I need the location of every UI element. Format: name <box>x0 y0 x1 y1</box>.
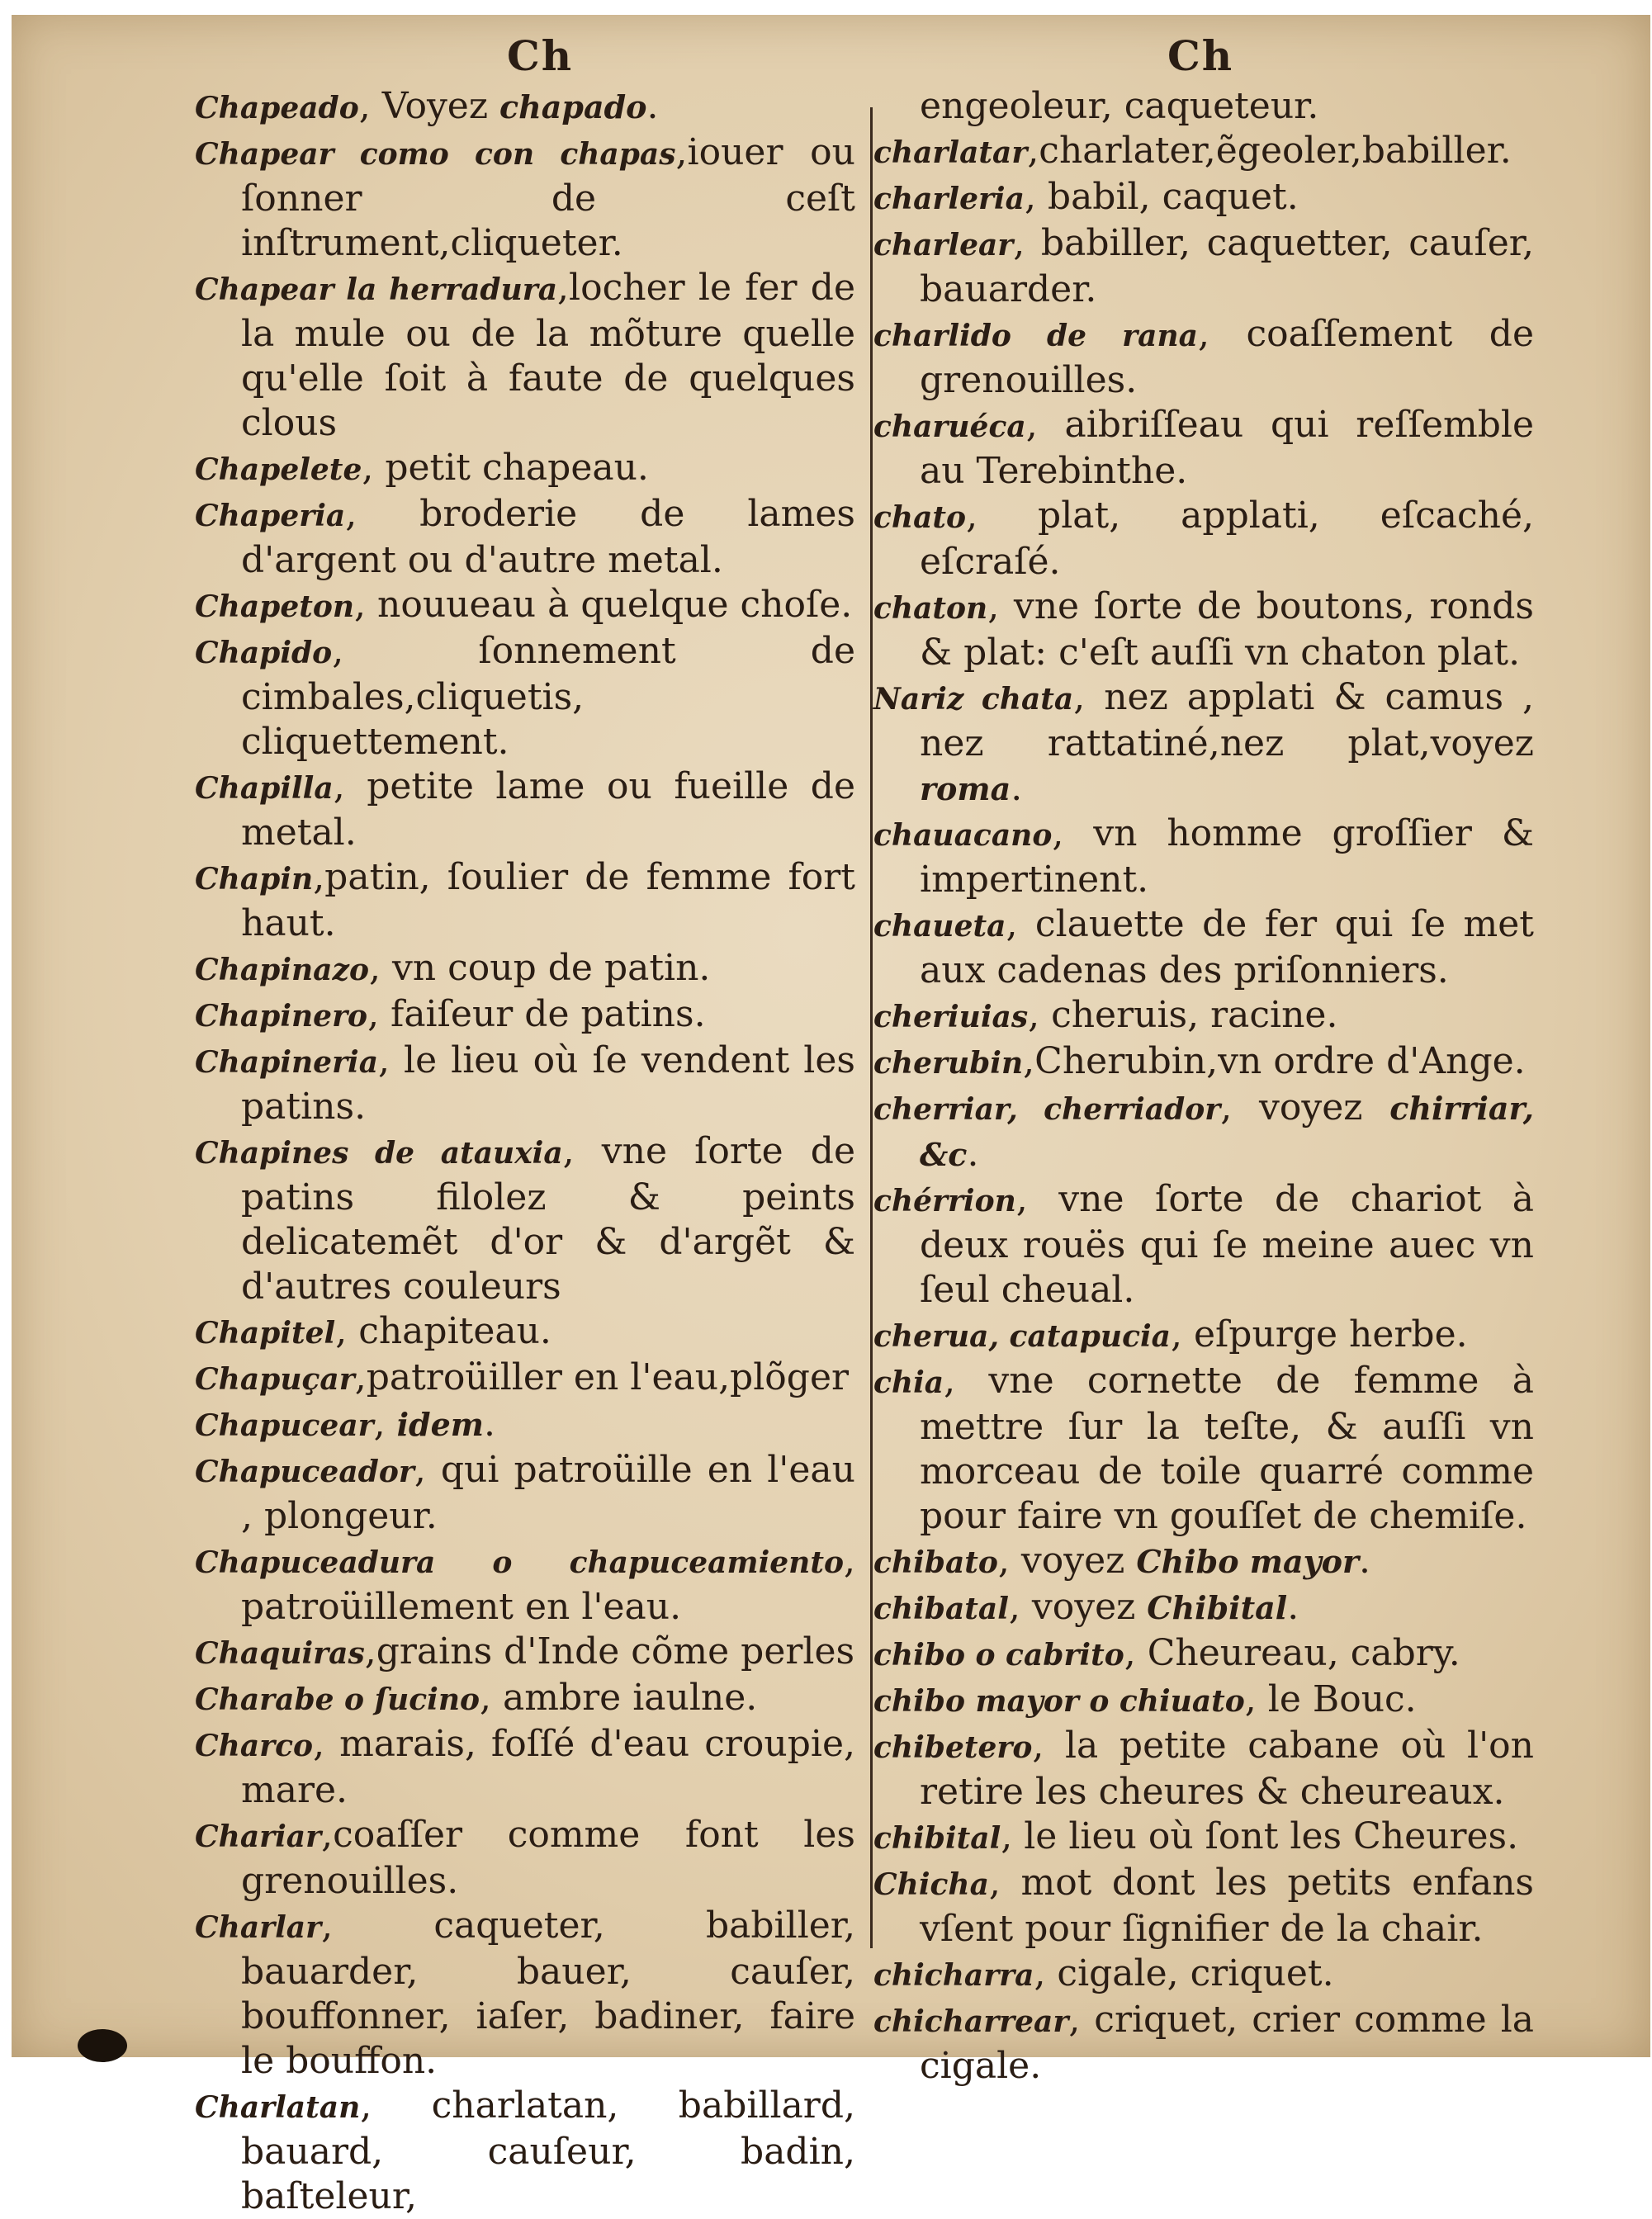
entry-headword: chibo mayor o chiuato <box>873 1684 1245 1719</box>
entry-headword: chibo o cabrito <box>873 1638 1124 1673</box>
entry-definition: , nez applati & camus , nez rattatiné,nez plat,voyez <box>920 676 1534 764</box>
dictionary-entry <box>195 1904 855 2084</box>
entry-headword: Chapitel <box>195 1316 336 1351</box>
left-running-head: Ch <box>507 31 574 80</box>
entry-headword: charlatar <box>873 135 1028 170</box>
dictionary-entry <box>195 583 855 629</box>
right-column <box>873 84 1534 2089</box>
entry-headword: Chapilla <box>195 771 334 806</box>
entry-definition: ,charlater,ẽgeoler,babiller. <box>1027 130 1512 172</box>
dictionary-entry <box>195 764 855 855</box>
entry-headword: cherua, catapucia <box>873 1319 1171 1354</box>
dictionary-entry <box>873 1177 1534 1313</box>
entry-headword: charlido de rana <box>873 319 1198 353</box>
entry-headword: cherubin <box>873 1046 1024 1081</box>
dictionary-entry <box>873 1952 1534 1998</box>
dictionary-entry <box>873 1861 1534 1952</box>
entry-definition: , faiſeur de patins. <box>367 993 706 1035</box>
entry-definition: , vne ſorte de patins filolez & peints delicatemẽt d'or & d'argẽt & d'autres couleurs <box>241 1130 855 1308</box>
entry-headword: Chapinero <box>195 999 368 1034</box>
entry-cross-reference: chapado <box>499 88 647 125</box>
entry-headword: chibato <box>873 1545 998 1580</box>
ink-blot <box>78 2029 127 2062</box>
left-column <box>195 84 855 2219</box>
entry-definition: , qui patroüille en l'eau , plongeur. <box>241 1449 855 1537</box>
dictionary-entry <box>195 266 855 446</box>
entry-definition: , clauette de fer qui ſe met aux cadenas des priſonniers. <box>920 903 1534 991</box>
entry-headword: chato <box>873 500 967 535</box>
entry-definition: , eſpurge herbe. <box>1171 1313 1468 1356</box>
entry-headword: chaueta <box>873 909 1006 944</box>
dictionary-entry <box>195 1676 855 1722</box>
entry-definition: , coaſſement de grenouilles. <box>920 313 1534 401</box>
dictionary-entry <box>873 902 1534 993</box>
entry-cross-reference: idem <box>396 1406 484 1443</box>
entry-cross-reference: Chibo mayor <box>1136 1543 1360 1580</box>
dictionary-entry <box>873 1677 1534 1724</box>
dictionary-entry <box>195 84 855 130</box>
entry-definition: , vne cornette de femme à mettre ſur la teſte, & auſſi vn morceau de toile quarré comme pour faire vn gouſſet de chemiſe. <box>920 1360 1534 1537</box>
entry-definition: , vne ſorte de chariot à deux rouës qui ſe meine auec vn ſeul cheual. <box>920 1178 1534 1311</box>
dictionary-entry <box>873 1039 1534 1086</box>
dictionary-entry <box>195 1722 855 1813</box>
entry-headword: chibatal <box>873 1592 1009 1626</box>
entry-definition: , babiller, caquetter, cauſer, bauarder. <box>920 222 1534 310</box>
entry-punctuation: . <box>1359 1540 1371 1582</box>
entry-definition: , voyez <box>997 1540 1137 1582</box>
entry-definition: , ſonnement de cimbales,cliquetis, cliquettement. <box>241 630 855 763</box>
entry-definition: ,locher le fer de la mule ou de la mõture quelle qu'elle ſoit à faute de quelques clous <box>241 267 855 444</box>
dictionary-entry <box>873 1631 1534 1677</box>
entry-definition: , aibriſſeau qui reſſemble au Terebinthe. <box>920 404 1534 492</box>
dictionary-entry <box>873 993 1534 1039</box>
entry-definition: , mot dont les petits enfans vſent pour ſignifier de la chair. <box>920 1862 1534 1950</box>
dictionary-entry <box>195 130 855 266</box>
entry-definition: , cigale, criquet. <box>1034 1952 1334 1994</box>
dictionary-entry <box>873 1359 1534 1539</box>
entry-definition: , cheruis, racine. <box>1028 994 1338 1036</box>
entry-definition: , caqueter, babiller, bauarder, bauer, cauſer, bouffonner, iaſer, badiner, faire le bouffon. <box>241 1904 855 2082</box>
entry-headword: Charco <box>195 1729 314 1763</box>
entry-headword: charleria <box>873 182 1025 216</box>
entry-headword: chaton <box>873 591 988 626</box>
entry-headword: chia <box>873 1365 944 1400</box>
entry-cross-reference: roma <box>920 770 1011 807</box>
dictionary-entry <box>873 584 1534 675</box>
entry-definition: , voyez <box>1008 1586 1148 1628</box>
entry-headword: Chicha <box>873 1867 989 1902</box>
dictionary-entry <box>195 1448 855 1539</box>
entry-headword: chicharra <box>873 1958 1034 1993</box>
entry-definition: , voyez <box>1220 1086 1390 1128</box>
entry-headword: charuéca <box>873 409 1026 444</box>
dictionary-entry <box>873 1585 1534 1631</box>
entry-punctuation: . <box>967 1133 979 1175</box>
dictionary-entry <box>195 1539 855 1630</box>
entry-definition: , le Bouc. <box>1244 1678 1417 1720</box>
entry-definition: ,grains d'Inde cõme perles <box>364 1630 855 1673</box>
dictionary-entry <box>195 629 855 764</box>
entry-headword: Chapucear <box>195 1408 374 1443</box>
entry-cross-reference: chirriar, &c <box>920 1090 1534 1173</box>
entry-headword: Chapido <box>195 636 333 670</box>
entry-definition: , petite lame ou fueille de metal. <box>241 765 855 854</box>
entry-headword: Chapineria <box>195 1045 379 1080</box>
entry-definition: , le lieu où ſe vendent les patins. <box>241 1039 855 1128</box>
dictionary-entry <box>195 992 855 1039</box>
entry-headword: Chapuceador <box>195 1455 414 1489</box>
entry-punctuation: . <box>484 1403 495 1445</box>
entry-headword: Chapeton <box>195 589 355 624</box>
dictionary-entry <box>195 1402 855 1448</box>
entry-headword: chicharrear <box>873 2004 1069 2039</box>
entry-headword: Chapear la herradura <box>195 272 558 307</box>
entry-definition: , petit chapeau. <box>362 447 649 489</box>
entry-definition: , nouueau à quelque choſe. <box>354 584 853 626</box>
entry-headword: Chapeado <box>195 91 359 125</box>
entry-headword: cheriuias <box>873 1000 1029 1034</box>
entry-definition: , patroüillement en l'eau. <box>241 1540 855 1628</box>
entry-definition: , <box>373 1403 397 1445</box>
dictionary-entry <box>195 446 855 492</box>
dictionary-entry <box>873 811 1534 902</box>
entry-cross-reference: Chibital <box>1147 1589 1288 1626</box>
entry-headword: Chariar <box>195 1819 322 1854</box>
entry-definition: , broderie de lames d'argent ou d'autre metal. <box>241 493 855 581</box>
entry-definition: , Voyez <box>358 85 500 127</box>
continuation-line: engeoleur, caqueteur. <box>920 85 1319 127</box>
dictionary-entry <box>195 1356 855 1402</box>
entry-definition: ,Cherubin,vn ordre d'Ange. <box>1023 1040 1526 1082</box>
dictionary-entry <box>195 1129 855 1309</box>
entry-definition: , plat, applati, eſcaché, eſcraſé. <box>920 494 1534 583</box>
entry-headword: chibetero <box>873 1730 1033 1765</box>
entry-headword: Chapuçar <box>195 1362 355 1397</box>
dictionary-entry <box>873 312 1534 403</box>
dictionary-entry <box>195 1813 855 1904</box>
book-page <box>12 15 1650 2217</box>
entry-definition: , babil, caquet. <box>1024 176 1299 218</box>
entry-definition: , vn homme groſſier & impertinent. <box>920 812 1534 901</box>
dictionary-entry <box>195 1309 855 1356</box>
dictionary-entry <box>873 221 1534 312</box>
entry-headword: Chaquiras <box>195 1636 365 1671</box>
dictionary-entry <box>873 675 1534 811</box>
column-rule <box>870 107 873 1948</box>
dictionary-entry <box>873 1724 1534 1814</box>
entry-punctuation: . <box>1011 767 1023 809</box>
entry-headword: Chapelete <box>195 452 362 487</box>
entry-punctuation: . <box>1287 1586 1299 1628</box>
dictionary-entry <box>873 494 1534 584</box>
entry-headword: chérrion <box>873 1184 1016 1218</box>
dictionary-entry <box>195 2084 855 2219</box>
entry-definition: ,iouer ou ſonner de ceſt inſtrument,cliqueter. <box>241 131 855 264</box>
entry-headword: Chapin <box>195 862 314 897</box>
entry-punctuation: . <box>646 85 659 127</box>
entry-headword: chauacano <box>873 818 1053 853</box>
dictionary-entry <box>873 175 1534 221</box>
entry-definition: , vn coup de patin. <box>368 947 711 989</box>
entry-definition: , ambre iaulne. <box>480 1677 758 1719</box>
dictionary-entry <box>195 946 855 992</box>
right-running-head: Ch <box>1167 31 1234 80</box>
dictionary-entry <box>873 1313 1534 1359</box>
entry-definition: ,coaſſer comme font les grenouilles. <box>241 1814 855 1902</box>
dictionary-entry <box>195 855 855 946</box>
entry-definition: , charlatan, babillard, bauard, cauſeur, badin, baſteleur, <box>241 2084 855 2217</box>
entry-headword: chibital <box>873 1821 1001 1856</box>
dictionary-entry <box>873 1539 1534 1585</box>
entry-definition: , Cheureau, cabry. <box>1124 1632 1460 1674</box>
entry-headword: Chapear como con chapas <box>195 137 676 172</box>
entry-headword: cherriar, cherriador <box>873 1092 1221 1127</box>
entry-headword: charlear <box>873 228 1014 263</box>
entry-headword: Charlatan <box>195 2090 361 2125</box>
entry-definition: ,patroüiller en l'eau,plõger <box>354 1356 850 1398</box>
entry-headword: Charabe o ſucino <box>195 1682 480 1717</box>
entry-definition: , le lieu où ſont les Cheures. <box>1001 1815 1519 1857</box>
dictionary-entry <box>195 1039 855 1129</box>
entry-definition: , vne ſorte de boutons, ronds & plat: c'eſt auſſi vn chaton plat. <box>920 585 1534 674</box>
entry-headword: Chapines de atauxia <box>195 1136 563 1171</box>
dictionary-entry <box>195 1630 855 1676</box>
dictionary-entry <box>873 129 1534 175</box>
dictionary-entry <box>873 1998 1534 2089</box>
entry-definition: , chapiteau. <box>335 1310 551 1352</box>
dictionary-entry <box>873 1086 1534 1177</box>
entry-definition: , la petite cabane où l'on retire les cheures & cheureaux. <box>920 1725 1534 1813</box>
entry-definition: ,patin, ſoulier de femme fort haut. <box>241 856 855 944</box>
entry-headword: Chaperia <box>195 499 346 533</box>
entry-headword: Charlar <box>195 1910 322 1945</box>
dictionary-entry <box>195 492 855 583</box>
entry-definition: , criquet, crier comme la cigale. <box>920 1999 1534 2087</box>
entry-headword: Chapuceadura o chapuceamiento <box>195 1545 844 1580</box>
dictionary-entry <box>873 403 1534 494</box>
entry-definition: , marais, foſſé d'eau croupie, mare. <box>241 1723 855 1811</box>
entry-headword: Chapinazo <box>195 953 369 987</box>
dictionary-entry <box>873 1814 1534 1861</box>
entry-headword: Nariz chata <box>873 682 1074 717</box>
